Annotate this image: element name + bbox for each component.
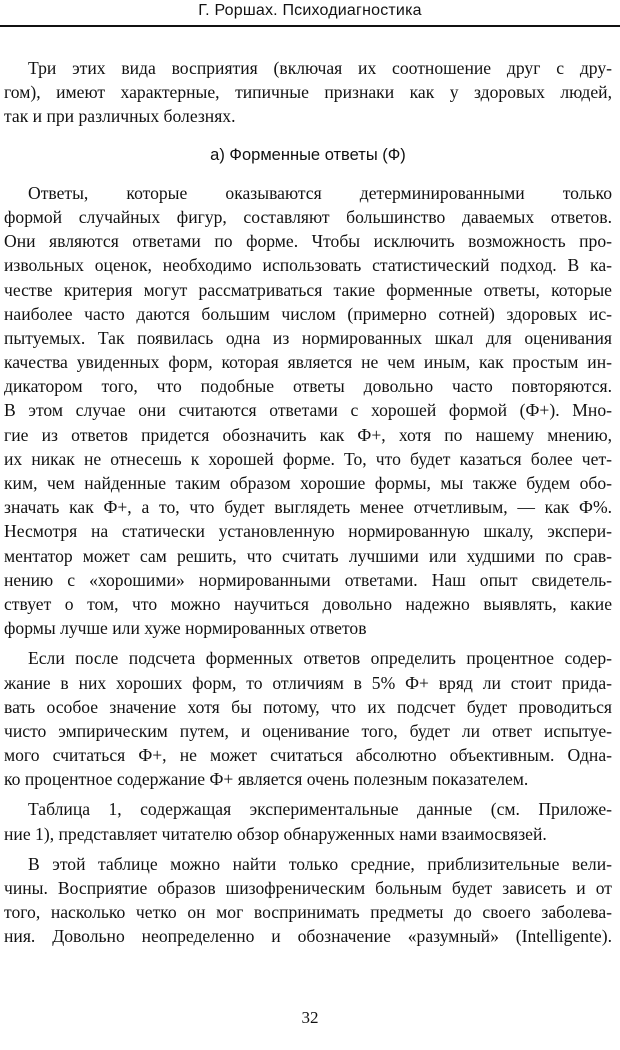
text-line: чины. Восприятие образов шизофреническим больным будет зависеть и от xyxy=(4,878,612,898)
text-line: ствует о том, что можно научиться довольно надежно выявлять, какие xyxy=(4,593,612,614)
text-line: гом), имеют характерные, типичные признаки как у здоровых людей, xyxy=(4,82,612,103)
text-line: мого считаться Ф+, не может считаться абсолютно объективным. Одна- xyxy=(4,745,612,766)
text-line: значать как Ф+, а то, что будет выглядеть менее отчетливым, — как Ф%. xyxy=(4,497,612,518)
text-line: Несмотря на статически установленную нормированную шкалу, экспери- xyxy=(4,521,612,542)
text-line: ко процентное содержание Ф+ является очень полезным показателем. xyxy=(4,769,529,790)
text-line: ния. Довольно неопределенно и обозначение «разумный» (Intelligente). xyxy=(4,926,612,947)
text-line: формой случайных фигур, составляют большинство даваемых ответов. xyxy=(4,206,612,227)
text-line: их никак не отнесешь к хорошей форме. То, что будет казаться более чет- xyxy=(4,448,612,469)
text-line: того, насколько четко он мог воспринимать предметы до своего заболева- xyxy=(4,902,612,923)
text-line: пытуемых. Так появилась одна из нормированных шкал для оценивания xyxy=(4,327,612,348)
text-line: Ответы, которые оказываются детерминированными только xyxy=(28,182,612,203)
text-line: В этом случае они считаются ответами с хорошей формой (Ф+). Мно- xyxy=(4,400,612,421)
body-text xyxy=(4,56,612,949)
text-line: жание в них хороших форм, то отличиям в 5% Ф+ вряд ли стоит прида- xyxy=(4,672,612,693)
header-rule xyxy=(0,25,620,27)
paragraph-percentage xyxy=(4,646,612,791)
paragraph-table-reference xyxy=(4,797,612,845)
intro-paragraph xyxy=(4,56,612,129)
text-line: так и при различных болезнях. xyxy=(4,106,236,127)
text-line: Они являются ответами по форме. Чтобы исключить возможность про- xyxy=(4,231,612,252)
text-line: дикатором того, что подобные ответы довольно часто повторяются. xyxy=(4,376,612,397)
text-line: ким, чем найденные таким образом хорошие формы, мы также будем обо- xyxy=(4,473,612,493)
text-line: нению с «хорошими» нормированными ответами. Наш опыт свидетель- xyxy=(4,569,612,590)
text-line: Таблица 1, содержащая экспериментальные данные (см. Приложе- xyxy=(28,799,612,820)
text-line: наиболее часто даются большим числом (примерно сотней) здоровых ис- xyxy=(4,303,612,324)
text-line: Если после подсчета форменных ответов определить процентное содер- xyxy=(28,648,612,669)
text-line: ментатор может сам решить, что считать лучшими или худшими по срав- xyxy=(4,545,612,566)
text-line: честве критерия могут рассматриваться такие форменные ответы, которые xyxy=(4,279,612,300)
text-line: формы лучше или хуже нормированных ответов xyxy=(4,618,367,639)
text-line: вать особое значение хотя бы потому, что их подсчет будет проводиться xyxy=(4,696,612,717)
running-header: Г. Роршах. Психодиагностика xyxy=(198,2,422,19)
text-line: чисто эмпирическим путем, и оценивание того, будет ли ответ испытуе- xyxy=(4,720,612,741)
paragraph-averages xyxy=(4,852,612,949)
text-line: извольных оценок, необходимо использовать статистический подход. В ка- xyxy=(4,255,612,276)
section-heading: а) Форменные ответы (Ф) xyxy=(210,145,406,164)
text-line: ние 1), представляет читателю обзор обнаруженных нами взаимосвязей. xyxy=(4,823,547,844)
text-line: Три этих вида восприятия (включая их соотношение друг с дру- xyxy=(28,58,612,78)
text-line: гие из ответов придется обозначить как Ф+, хотя по нашему мнению, xyxy=(4,424,612,445)
text-line: В этой таблице можно найти только средние, приблизительные вели- xyxy=(28,853,612,874)
paragraph-form-responses xyxy=(4,181,612,641)
page-number: 32 xyxy=(301,1008,319,1027)
text-line: качества увиденных форм, которая является не чем иным, как простым ин- xyxy=(4,352,612,373)
